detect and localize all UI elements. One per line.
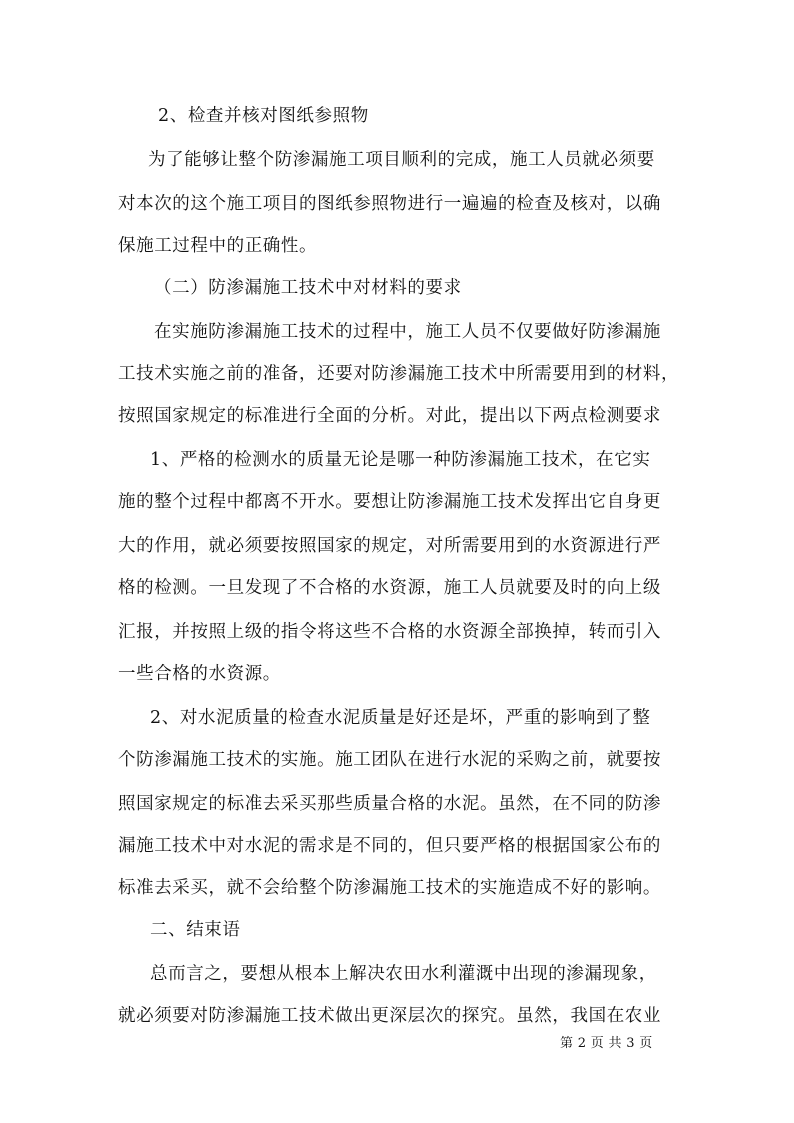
paragraph-line: 漏施工技术中对水泥的需求是不同的，但只要严格的根据国家公布的 — [118, 836, 661, 856]
paragraph-line: 为了能够让整个防渗漏施工项目顺利的完成，施工人员就必须要 — [148, 150, 655, 170]
page-number-footer: 第 2 页 共 3 页 — [560, 1036, 653, 1051]
paragraph-line: 保施工过程中的正确性。 — [118, 236, 318, 256]
section-heading-conclusion: 二、结束语 — [150, 920, 241, 940]
section-heading-materials: （二）防渗漏施工技术中对材料的要求 — [154, 278, 462, 298]
paragraph-line: 总而言之，要想从根本上解决农田水利灌溉中出现的渗漏现象， — [150, 964, 657, 984]
paragraph-line: 2、对水泥质量的检查水泥质量是好还是坏，严重的影响到了整 — [150, 708, 651, 728]
paragraph-line: 汇报，并按照上级的指令将这些不合格的水资源全部换掉，转而引入 — [118, 622, 661, 642]
paragraph-line: 对本次的这个施工项目的图纸参照物进行一遍遍的检查及核对，以确 — [118, 194, 661, 214]
heading-check-drawings: 2、检查并核对图纸参照物 — [158, 106, 369, 126]
paragraph-line: 工技术实施之前的准备，还要对防渗漏施工技术中所需要用到的材料， — [118, 364, 680, 384]
paragraph-line: 施的整个过程中都离不开水。要想让防渗漏施工技术发挥出它自身更 — [118, 492, 661, 512]
paragraph-line: 1、严格的检测水的质量无论是哪一种防渗漏施工技术，在它实 — [150, 450, 651, 470]
paragraph-line: 一些合格的水资源。 — [118, 664, 281, 684]
paragraph-line: 个防渗漏施工技术的实施。施工团队在进行水泥的采购之前，就要按 — [118, 750, 661, 770]
paragraph-line: 就必须要对防渗漏施工技术做出更深层次的探究。虽然，我国在农业 — [118, 1006, 661, 1026]
paragraph-line: 标准去采买，就不会给整个防渗漏施工技术的实施造成不好的影响。 — [118, 878, 661, 898]
paragraph-line: 格的检测。一旦发现了不合格的水资源，施工人员就要及时的向上级 — [118, 578, 661, 598]
paragraph-line: 大的作用，就必须要按照国家的规定，对所需要用到的水资源进行严 — [118, 536, 661, 556]
paragraph-line: 在实施防渗漏施工技术的过程中，施工人员不仅要做好防渗漏施 — [154, 322, 661, 342]
paragraph-line: 按照国家规定的标准进行全面的分析。对此，提出以下两点检测要求 — [118, 406, 661, 426]
paragraph-line: 照国家规定的标准去采买那些质量合格的水泥。虽然，在不同的防渗 — [118, 794, 661, 814]
